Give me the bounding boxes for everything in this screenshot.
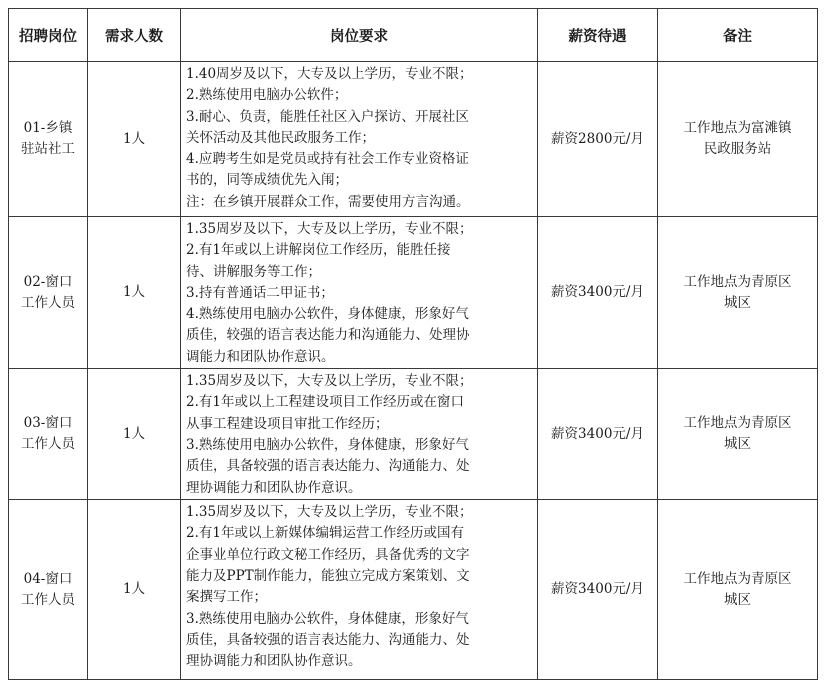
note-line: 工作地点为青原区 bbox=[683, 273, 792, 290]
requirement-line: 待、讲解服务等工作； bbox=[186, 263, 321, 280]
requirement-line: 质佳，具备较强的语言表达能力、沟通能力、处 bbox=[186, 458, 470, 475]
table-row bbox=[9, 369, 818, 500]
requirement-line: 2.有1年或以上工程建设项目工作经历或在窗口 bbox=[186, 394, 464, 411]
requirements-cell bbox=[181, 500, 538, 680]
note-line: 民政服务站 bbox=[703, 141, 772, 157]
requirement-line: 质佳，较强的语言表达能力和沟通能力、处理协 bbox=[186, 327, 470, 344]
requirements-cell bbox=[181, 369, 538, 500]
note-cell bbox=[658, 369, 818, 500]
salary-cell: 薪资3400元/月 bbox=[538, 500, 658, 680]
note-line: 城区 bbox=[724, 591, 751, 608]
position-name-line: 01-乡镇 bbox=[23, 120, 73, 136]
headcount-cell: 1人 bbox=[88, 62, 181, 217]
requirements-cell bbox=[181, 217, 538, 369]
requirement-line: 1.35周岁及以下，大专及以上学历，专业不限； bbox=[186, 221, 473, 237]
requirement-line: 理协调能力和团队协作意识。 bbox=[186, 479, 362, 496]
requirement-line: 3.熟练使用电脑办公软件，身体健康，形象好气 bbox=[186, 610, 469, 627]
salary-cell: 薪资3400元/月 bbox=[538, 369, 658, 500]
header-salary: 薪资待遇 bbox=[538, 9, 658, 62]
position-name-line: 工作人员 bbox=[21, 591, 75, 608]
requirement-line: 4.熟练使用电脑办公软件，身体健康，形象好气 bbox=[186, 306, 469, 323]
position-name-line: 02-窗口 bbox=[23, 273, 73, 290]
header-note: 备注 bbox=[658, 9, 818, 62]
note-cell bbox=[658, 500, 818, 680]
position-cell bbox=[9, 62, 88, 217]
position-cell bbox=[9, 217, 88, 369]
requirement-line: 理协调能力和团队协作意识。 bbox=[186, 653, 362, 670]
requirement-line: 案撰写工作； bbox=[186, 589, 267, 606]
requirement-line: 4.应聘考生如是党员或持有社会工作专业资格证 bbox=[186, 151, 469, 168]
position-name-line: 04-窗口 bbox=[23, 570, 73, 587]
note-line: 工作地点为青原区 bbox=[683, 570, 792, 587]
requirement-line: 3.耐心、负责，能胜任社区入户探访、开展社区 bbox=[186, 108, 469, 125]
requirement-line: 1.35周岁及以下，大专及以上学历，专业不限； bbox=[186, 504, 473, 521]
table-row bbox=[9, 62, 818, 217]
requirement-line: 2.有1年或以上讲解岗位工作经历，能胜任接 bbox=[186, 242, 451, 259]
table-row bbox=[9, 217, 818, 369]
note-line: 工作地点为富滩镇 bbox=[683, 120, 792, 136]
position-cell bbox=[9, 369, 88, 500]
requirement-line: 从事工程建设项目审批工作经历； bbox=[186, 415, 389, 432]
headcount-cell: 1人 bbox=[88, 217, 181, 369]
position-name-line: 03-窗口 bbox=[23, 415, 73, 432]
requirement-line: 1.35周岁及以下，大专及以上学历，专业不限； bbox=[186, 373, 473, 390]
table-row bbox=[9, 500, 818, 680]
requirement-line: 3.熟练使用电脑办公软件，身体健康，形象好气 bbox=[186, 436, 469, 453]
header-count: 需求人数 bbox=[88, 9, 181, 62]
salary-cell: 薪资3400元/月 bbox=[538, 217, 658, 369]
requirements-cell bbox=[181, 62, 538, 217]
position-cell bbox=[9, 500, 88, 680]
headcount-cell: 1人 bbox=[88, 500, 181, 680]
recruitment-table bbox=[8, 8, 818, 680]
requirement-line: 1.40周岁及以下，大专及以上学历，专业不限； bbox=[186, 66, 473, 82]
requirement-line: 注：在乡镇开展群众工作，需要使用方言沟通。 bbox=[186, 193, 470, 210]
note-line: 城区 bbox=[724, 294, 751, 311]
header-row bbox=[9, 9, 818, 62]
note-line: 城区 bbox=[724, 436, 751, 453]
position-name-line: 工作人员 bbox=[21, 436, 75, 453]
requirement-line: 能力及PPT制作能力，能独立完成方案策划、文 bbox=[186, 567, 470, 584]
requirement-line: 3.持有普通话二甲证书； bbox=[186, 284, 334, 301]
position-name-line: 工作人员 bbox=[21, 294, 75, 311]
note-line: 工作地点为青原区 bbox=[683, 415, 792, 432]
requirement-line: 企事业单位行政文秘工作经历，具备优秀的文字 bbox=[186, 546, 470, 563]
requirement-line: 关怀活动及其他民政服务工作； bbox=[186, 129, 375, 146]
requirement-line: 2.熟练使用电脑办公软件； bbox=[186, 87, 348, 104]
header-position: 招聘岗位 bbox=[9, 9, 88, 62]
note-cell bbox=[658, 62, 818, 217]
position-name-line: 驻站社工 bbox=[21, 141, 75, 157]
header-requirements: 岗位要求 bbox=[181, 9, 538, 62]
note-cell bbox=[658, 217, 818, 369]
requirement-line: 2.有1年或以上新媒体编辑运营工作经历或国有 bbox=[186, 525, 464, 542]
salary-cell: 薪资2800元/月 bbox=[538, 62, 658, 217]
requirement-line: 质佳，具备较强的语言表达能力、沟通能力、处 bbox=[186, 631, 470, 648]
requirement-line: 书的，同等成绩优先入闱； bbox=[186, 172, 348, 189]
requirement-line: 调能力和团队协作意识。 bbox=[186, 348, 335, 365]
headcount-cell: 1人 bbox=[88, 369, 181, 500]
